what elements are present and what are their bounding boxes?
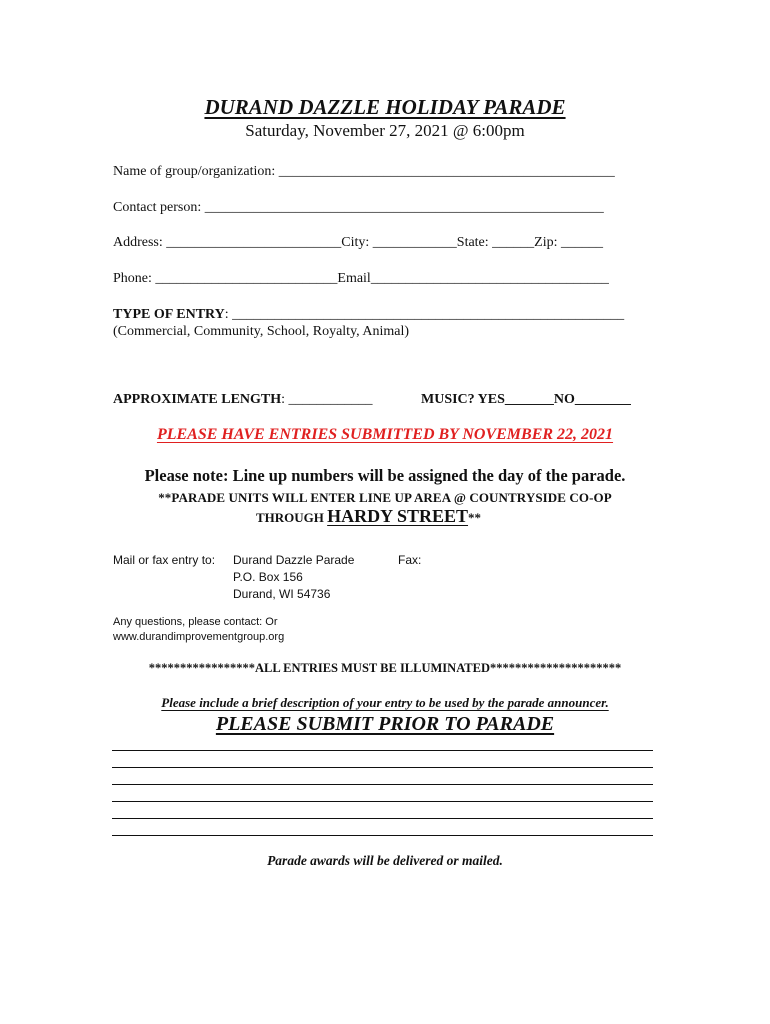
length-line[interactable]: : ____________: [281, 392, 373, 407]
units-notice: **PARADE UNITS WILL ENTER LINE UP AREA @ COUNTRYSIDE CO-OP: [158, 490, 612, 505]
description-instructions: Please include a brief description of your entry to be used by the parade announcer.: [161, 695, 609, 710]
description-line[interactable]: [112, 784, 653, 785]
fax-label: Fax:: [398, 553, 422, 567]
submit-heading: PLEASE SUBMIT PRIOR TO PARADE: [215, 713, 555, 735]
description-line[interactable]: [112, 750, 653, 751]
lineup-note: Please note: Line up numbers will be assigned the day of the parade.: [144, 466, 626, 485]
entry-type-field[interactable]: [113, 306, 624, 324]
mail-label: Mail or fax entry to:: [113, 553, 216, 567]
awards-note: Parade awards will be delivered or mailed.: [267, 853, 503, 868]
entry-type-options: (Commercial, Community, School, Royalty, Animal): [113, 324, 410, 339]
contact-person-field[interactable]: Contact person: _________________________________________________________: [113, 200, 604, 215]
length-field[interactable]: [113, 391, 373, 409]
description-line[interactable]: [112, 801, 653, 802]
mail-name: Durand Dazzle Parade: [233, 553, 355, 567]
hardy-street: HARDY STREET: [327, 506, 469, 526]
mail-city: Durand, WI 54736: [233, 587, 331, 601]
illumination-notice: *****************ALL ENTRIES MUST BE ILLUMINATED*********************: [148, 661, 622, 675]
phone-email-field[interactable]: Phone: __________________________Email__________________________________: [113, 271, 609, 286]
event-date: Saturday, November 27, 2021 @ 6:00pm: [245, 121, 525, 140]
page-title: DURAND DAZZLE HOLIDAY PARADE: [204, 95, 566, 119]
questions-line1: Any questions, please contact: Or: [113, 616, 278, 628]
mail-box: P.O. Box 156: [233, 570, 303, 584]
length-label: APPROXIMATE LENGTH: [113, 392, 282, 407]
description-line[interactable]: [112, 835, 653, 836]
entry-type-line[interactable]: : ________________________________________________________: [224, 307, 625, 322]
deadline-notice: PLEASE HAVE ENTRIES SUBMITTED BY NOVEMBER 22, 2021: [156, 426, 614, 443]
description-line[interactable]: [112, 818, 653, 819]
entry-type-label: TYPE OF ENTRY: [113, 307, 225, 322]
org-name-field[interactable]: Name of group/organization: ________________________________________________: [113, 164, 615, 179]
units-through: THROUGH HARDY STREET**: [256, 506, 482, 526]
address-field[interactable]: Address: _________________________City: ____________State: ______Zip: ______: [113, 235, 603, 250]
website-link[interactable]: www.durandimprovementgroup.org: [113, 631, 285, 643]
music-field[interactable]: MUSIC? YES_______NO________: [421, 392, 631, 407]
description-line[interactable]: [112, 767, 653, 768]
